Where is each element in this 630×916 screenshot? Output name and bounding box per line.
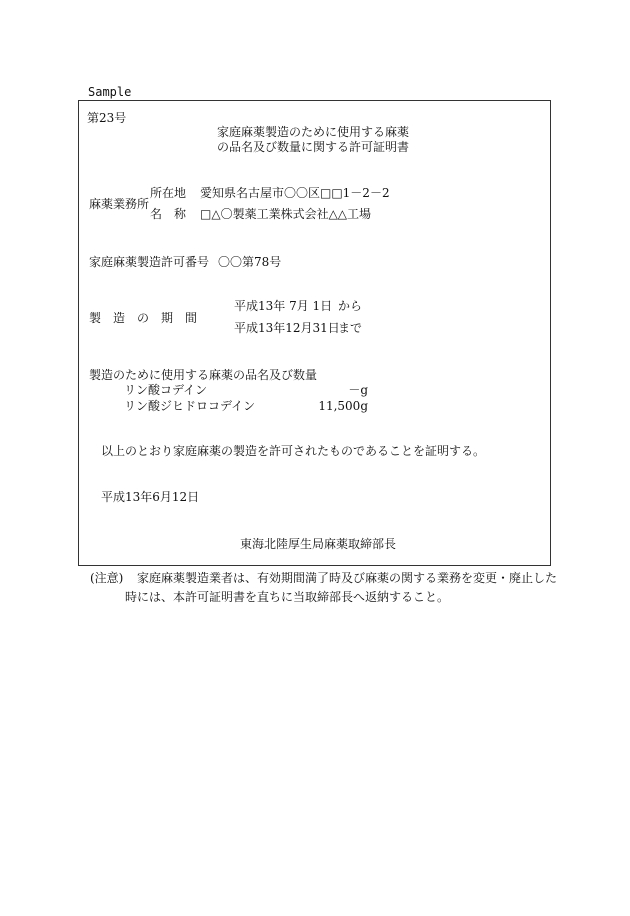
period-start-date: 平成13年 7月 1日: [234, 299, 333, 313]
address-label: 所在地: [150, 186, 187, 200]
period-end-date: 平成13年12月31日: [234, 321, 340, 335]
narcotic-item-quantity: －g: [348, 383, 368, 397]
issue-date: 平成13年6月12日: [101, 490, 200, 504]
address-value: 愛知県名古屋市〇〇区□□1－2－2: [200, 186, 390, 200]
title-line-1: 家庭麻薬製造のために使用する麻薬: [217, 125, 410, 139]
narcotics-heading: 製造のために使用する麻薬の品名及び数量: [89, 368, 318, 382]
period-label: 製 造 の 期 間: [89, 311, 198, 325]
narcotic-item-quantity: 11,500g: [318, 399, 368, 413]
issuer: 東海北陸厚生局麻薬取締部長: [240, 537, 397, 551]
name-label: 名 称: [150, 207, 187, 221]
title-line-2: の品名及び数量に関する許可証明書: [217, 140, 410, 154]
note-line-2: 時には、本許可証明書を直ちに当取締部長へ返納すること。: [125, 590, 450, 604]
period-end-suffix: まで: [338, 321, 363, 335]
note-label: (注意): [90, 571, 124, 585]
name-value: □△〇製薬工業株式会社△△工場: [200, 207, 372, 221]
business-label: 麻薬業務所: [89, 197, 150, 211]
certification-text: 以上のとおり家庭麻薬の製造を許可されたものであることを証明する。: [101, 444, 486, 458]
form-number: 第23号: [87, 111, 127, 125]
permit-number-value: 〇〇第78号: [218, 255, 282, 269]
certificate-frame: [78, 100, 551, 566]
permit-number-label: 家庭麻薬製造許可番号: [89, 255, 210, 269]
period-start-suffix: から: [338, 299, 363, 313]
note-line-1: 家庭麻薬製造業者は、有効期間満了時及び麻薬の関する業務を変更・廃止した: [137, 571, 558, 585]
sample-label: Sample: [88, 85, 132, 99]
narcotic-item-name: リン酸ジヒドロコデイン: [124, 399, 256, 413]
narcotic-item-name: リン酸コデイン: [124, 383, 208, 397]
